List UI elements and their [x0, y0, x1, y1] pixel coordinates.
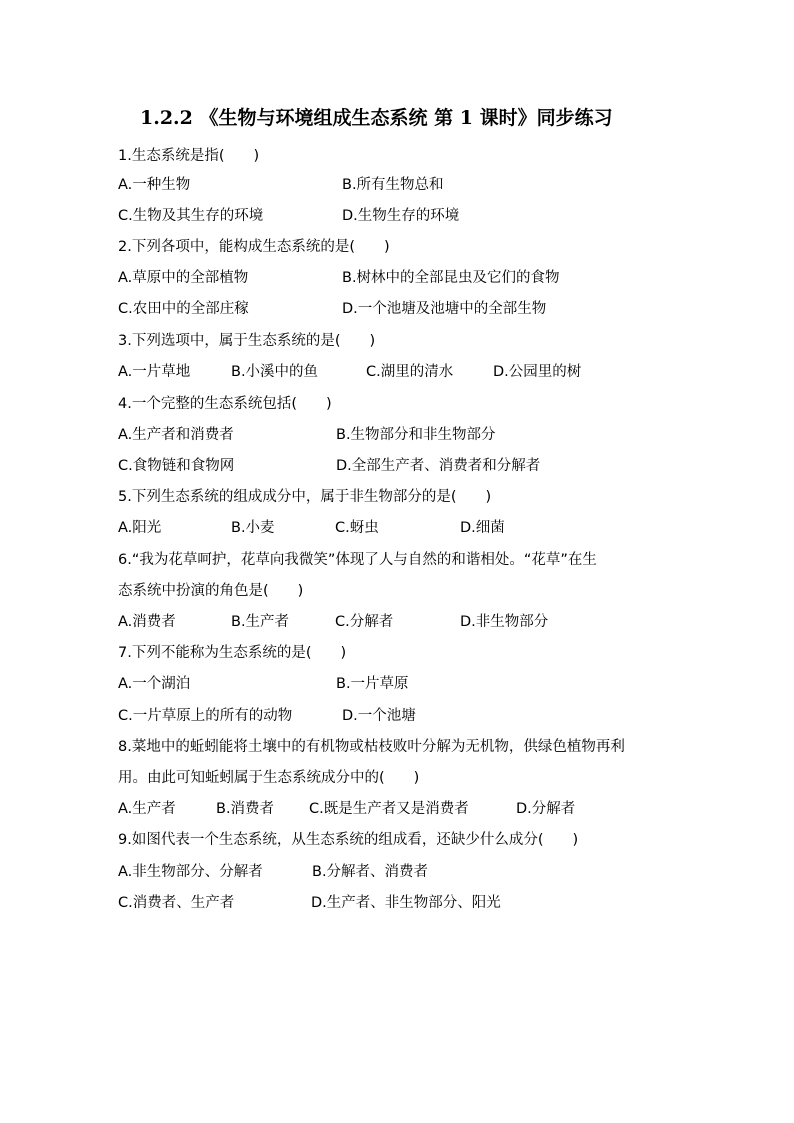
- question-4-option-c: C.食物链和食物网: [118, 458, 235, 474]
- question-4-stem: 4.一个完整的生态系统包括( ): [118, 396, 332, 412]
- question-3-option-c: C.湖里的清水: [366, 364, 454, 380]
- question-6-option-a: A.消费者: [118, 614, 176, 630]
- question-5-option-c: C.蚜虫: [335, 520, 379, 536]
- question-7-option-b: B.一片草原: [336, 676, 409, 692]
- question-9-stem: 9.如图代表一个生态系统，从生态系统的组成看，还缺少什么成分( ): [118, 832, 579, 848]
- question-8-option-d: D.分解者: [516, 801, 576, 817]
- question-3-option-b: B.小溪中的鱼: [231, 364, 319, 380]
- question-8-stem-line-2: 用。由此可知蚯蚓属于生态系统成分中的( ): [118, 770, 420, 786]
- question-3-stem: 3.下列选项中，属于生态系统的是( ): [118, 333, 376, 349]
- page-title: 1.2.2 《生物与环境组成生态系统 第 1 课时》同步练习: [140, 107, 613, 129]
- question-5-option-d: D.细菌: [460, 520, 505, 536]
- question-1-option-b: B.所有生物总和: [342, 177, 444, 193]
- question-6-stem-line-2: 态系统中扮演的角色是( ): [118, 583, 304, 599]
- question-2-stem: 2.下列各项中，能构成生态系统的是( ): [118, 239, 390, 255]
- question-8-option-b: B.消费者: [216, 801, 275, 817]
- question-1-option-c: C.生物及其生存的环境: [118, 208, 264, 224]
- question-9-option-b: B.分解者、消费者: [312, 864, 429, 880]
- question-6-option-c: C.分解者: [335, 614, 394, 630]
- question-9-option-a: A.非生物部分、分解者: [118, 864, 263, 880]
- question-1-option-d: D.生物生存的环境: [342, 208, 460, 224]
- question-3-option-a: A.一片草地: [118, 364, 191, 380]
- question-7-option-c: C.一片草原上的所有的动物: [118, 708, 293, 724]
- question-1-option-a: A.一种生物: [118, 177, 191, 193]
- question-4-option-b: B.生物部分和非生物部分: [336, 427, 496, 443]
- question-9-option-d: D.生产者、非生物部分、阳光: [311, 895, 501, 911]
- question-6-option-b: B.生产者: [231, 614, 290, 630]
- question-8-option-a: A.生产者: [118, 801, 176, 817]
- question-5-option-b: B.小麦: [231, 520, 275, 536]
- question-5-option-a: A.阳光: [118, 520, 162, 536]
- question-9-option-c: C.消费者、生产者: [118, 895, 235, 911]
- question-7-option-d: D.一个池塘: [342, 708, 416, 724]
- question-7-option-a: A.一个湖泊: [118, 676, 191, 692]
- question-8-stem-line-1: 8.菜地中的蚯蚓能将土壤中的有机物或枯枝败叶分解为无机物，供绿色植物再利: [118, 739, 625, 755]
- question-3-option-d: D.公园里的树: [493, 364, 582, 380]
- question-8-option-c: C.既是生产者又是消费者: [309, 801, 469, 817]
- question-2-option-d: D.一个池塘及池塘中的全部生物: [342, 301, 547, 317]
- question-6-stem-line-1: 6.“我为花草呵护，花草向我微笑”体现了人与自然的和谐相处。“花草”在生: [118, 552, 597, 568]
- question-6-option-d: D.非生物部分: [460, 614, 549, 630]
- question-4-option-a: A.生产者和消费者: [118, 427, 234, 443]
- question-1-stem: 1.生态系统是指( ): [118, 148, 260, 164]
- question-7-stem: 7.下列不能称为生态系统的是( ): [118, 645, 347, 661]
- question-2-option-a: A.草原中的全部植物: [118, 270, 249, 286]
- question-5-stem: 5.下列生态系统的组成成分中，属于非生物部分的是( ): [118, 489, 492, 505]
- question-4-option-d: D.全部生产者、消费者和分解者: [336, 458, 541, 474]
- question-2-option-b: B.树林中的全部昆虫及它们的食物: [342, 270, 560, 286]
- question-2-option-c: C.农田中的全部庄稼: [118, 301, 249, 317]
